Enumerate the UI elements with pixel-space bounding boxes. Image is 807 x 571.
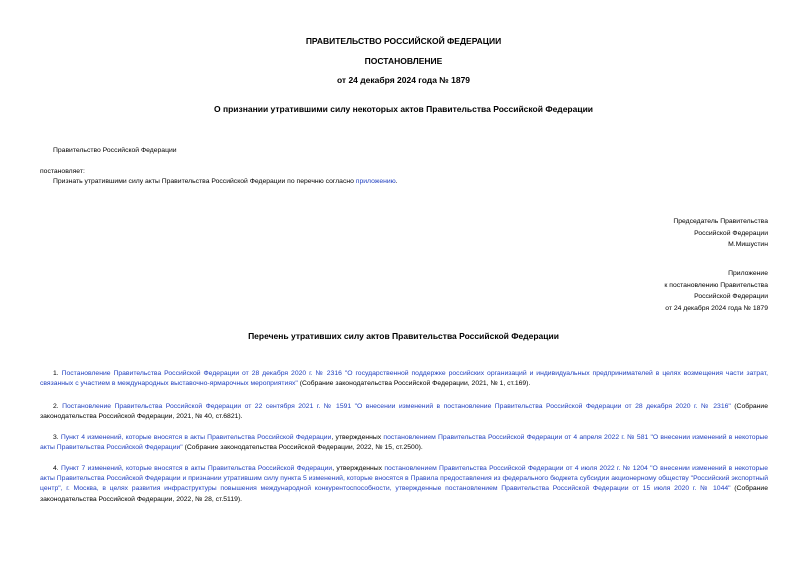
item-number: 1. bbox=[53, 370, 62, 377]
appendix-label: Приложение bbox=[728, 270, 768, 277]
list-item bbox=[40, 402, 768, 422]
item-link[interactable]: Постановление Правительства Российской Федерации от 28 декабря 2020 г. № 2316 "О государственной поддержке российских организаций и индивидуальных предпринимателей в целях возмещения части затрат, связанных с участием в международных выставочно-ярмарочных мероприятиях" bbox=[40, 370, 768, 388]
signature-block bbox=[673, 216, 768, 251]
item-source: (Собрание законодательства Российской Федерации, 2021, № 1, ст.169). bbox=[297, 380, 531, 388]
item-number: 2. bbox=[53, 403, 63, 410]
item-source: (Собрание законодательства Российской Федерации, 2022, № 15, ст.2500). bbox=[182, 444, 423, 452]
item-link[interactable]: Пункт 7 изменений, которые вносятся в акты Правительства Российской Федерации bbox=[60, 465, 333, 472]
item-connector: , утвержденных bbox=[332, 465, 385, 472]
signature-name: М.Мишустин bbox=[728, 241, 768, 249]
list-item bbox=[40, 369, 768, 389]
item-link-secondary[interactable]: постановлением Правительства Российской Федерации от 4 апреля 2022 г. № 581 "О внесении изменений в некоторые акты Правительства Российской Федерации" bbox=[40, 434, 769, 452]
item-number: 3. bbox=[53, 434, 61, 441]
appendix-ref-line2: Российской Федерации bbox=[694, 293, 768, 301]
item-link[interactable]: Постановление Правительства Российской Федерации от 22 сентября 2021 г. № 1591 "О внесении изменений в постановление Правительства Российской Федерации от 28 декабря 2020 г. № 2316" bbox=[62, 403, 731, 410]
list-item bbox=[40, 464, 768, 505]
appendix-block bbox=[664, 268, 768, 314]
list-title: Перечень утративших силу актов Правительства Российской Федерации bbox=[248, 331, 559, 341]
signature-position: Председатель Правительства bbox=[673, 218, 768, 225]
appendix-ref-date: от 24 декабря 2024 года № 1879 bbox=[665, 304, 768, 312]
item-link[interactable]: Пункт 4 изменений, которые вносятся в акты Правительства Российской Федерации bbox=[60, 434, 332, 441]
item-source: (Собрание законодательства Российской Федерации, 2021, № 40, ст.6821). bbox=[40, 403, 769, 421]
appendix-ref-line1: к постановлению Правительства bbox=[664, 281, 768, 289]
decision-paragraph bbox=[53, 177, 398, 187]
item-number: 4. bbox=[53, 465, 61, 472]
header-doc-type: ПОСТАНОВЛЕНИЕ bbox=[364, 56, 443, 66]
header-date-number: от 24 декабря 2024 года № 1879 bbox=[336, 75, 471, 85]
document-title: О признании утратившими силу некоторых актов Правительства Российской Федерации bbox=[213, 104, 594, 114]
intro-text: Правительство Российской Федерации bbox=[53, 147, 177, 154]
item-source: (Собрание законодательства Российской Федерации, 2022, № 28, ст.5119). bbox=[40, 485, 769, 503]
appendix-link[interactable]: приложению bbox=[355, 178, 396, 185]
decision-text: Признать утратившими силу акты Правительства Российской Федерации по перечню согласно bbox=[53, 178, 356, 185]
item-connector: , утвержденных bbox=[331, 434, 384, 441]
item-link-secondary[interactable]: постановлением Правительства Российской Федерации от 4 июля 2022 г. № 1204 "О внесении изменений в некоторые акты Правительства Российской Федерации и признании утратившим силу пункта 5 изменений, которые вносятся в Правила предоставления из федерального бюджета субсидии акционерному обществу "Российский экспортный центр", г. Москва, в целях развития инфраструктуры повышения международной конкурентоспособности, утвержденные постановлением Правительства Российской Федерации от 15 июля 2020 г. № 1044" bbox=[40, 465, 768, 493]
decision-text-end: . bbox=[395, 178, 398, 185]
list-item bbox=[40, 433, 768, 453]
header-gov: ПРАВИТЕЛЬСТВО РОССИЙСКОЙ ФЕДЕРАЦИИ bbox=[305, 36, 502, 46]
signature-org: Российской Федерации bbox=[694, 229, 768, 237]
decides-text: постановляет: bbox=[40, 168, 85, 175]
